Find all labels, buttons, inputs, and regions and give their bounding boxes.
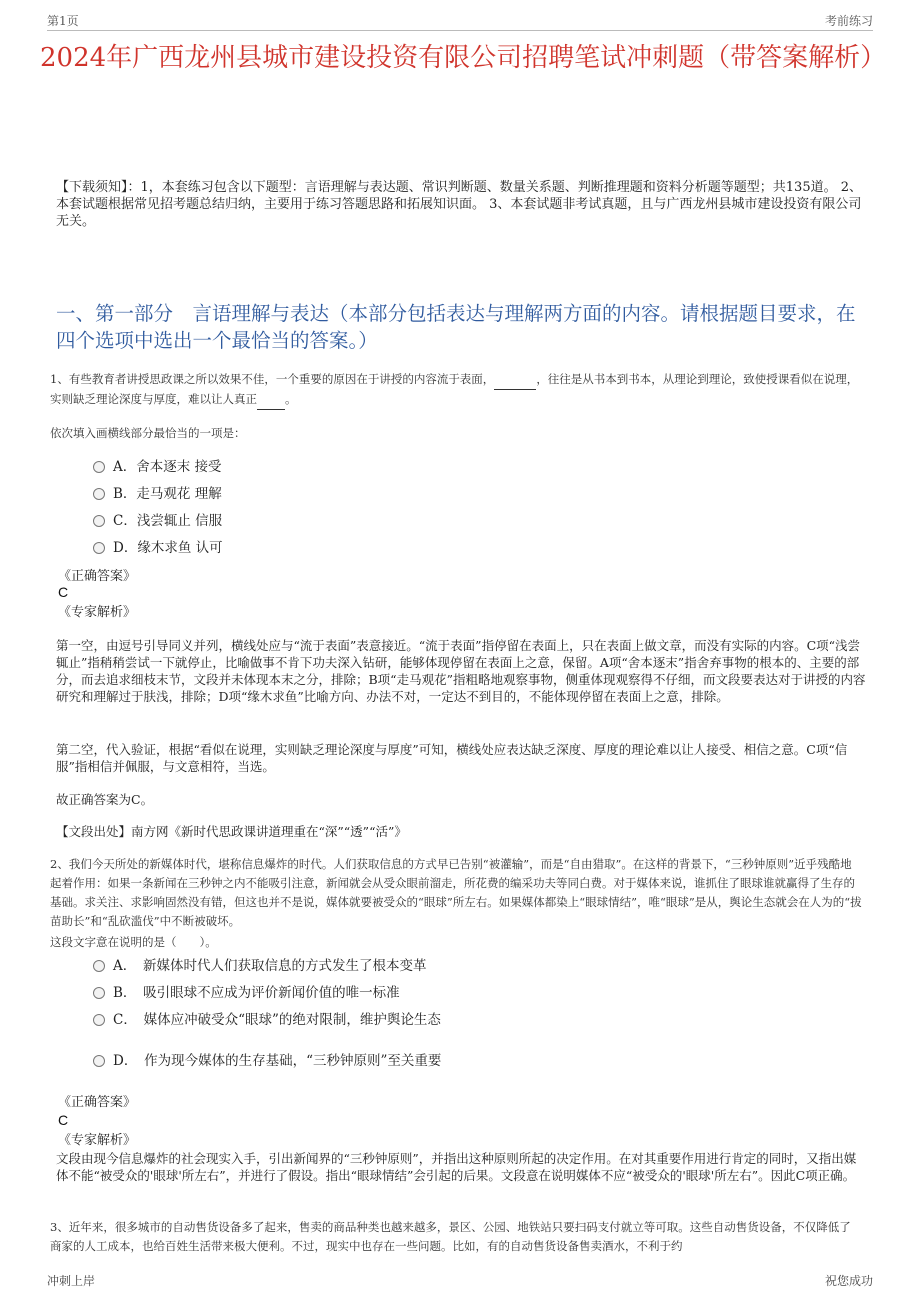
q2-option-d[interactable]: D． 作为现今媒体的生存基础，“三秒钟原则”至关重要 (93, 1052, 441, 1070)
download-notice: 【下载须知】：1，本套练习包含以下题型：言语理解与表达题、常识判断题、数量关系题、判断推理题和资料分析题等题型；共135道。 2、本套试题根据常见招考题总结归纳，主要用于练习答题思路和拓展知识面。 3、本套试题非考试真题，且与广西龙州县城市建设投资有限公司无关。 (56, 180, 862, 229)
q1-answer-label: 《正确答案》 (58, 569, 137, 584)
question-1-stem: 1、有些教育者讲授思政课之所以效果不佳，一个重要的原因在于讲授的内容流于表面， ，往往是从书本到书本，从理论到理论，致使授课看似在说理，实则缺乏理论深度与厚度，难以让人真正 。 (50, 370, 862, 410)
q1-source: 【文段出处】南方网《新时代思政课讲道理重在“深”“透”“活”》 (56, 824, 407, 839)
question-2-stem: 2、我们今天所处的新媒体时代，堪称信息爆炸的时代。人们获取信息的方式早已告别“被灌输”，而是“自由猎取”。在这样的背景下，“三秒钟原则”近乎残酷地起着作用：如果一条新闻在三秒钟之内不能吸引注意，新闻就会从受众眼前溜走，所花费的编采功夫等同白费。对于媒体来说，谁抓住了眼球谁就赢得了生存的基础。求关注、求影响固然没有错，但这也并不是说，媒体就要被受众的“眼球”所左右。如果媒体都染上“眼球情结”，唯“眼球”是从，舆论生态就会在人为的“拔苗助长”和“乱砍滥伐”中不断被破坏。 (50, 857, 862, 928)
question-2-prompt: 这段文字意在说明的是（ ）。 (50, 935, 217, 949)
q1-option-c[interactable]: C．浅尝辄止 信服 (93, 512, 222, 530)
q2-answer-label: 《正确答案》 (58, 1095, 137, 1110)
footer-left: 冲刺上岸 (47, 1274, 96, 1288)
q1-analysis-paragraph-2: 第二空，代入验证，根据“看似在说理，实则缺乏理论深度与厚度”可知，横线处应表达缺乏深度、厚度的理论难以让人接受、相信之意。C项“信服”指相信并佩服，与文意相符，当选。 (56, 742, 848, 774)
q2-analysis-label: 《专家解析》 (58, 1133, 137, 1148)
q1-option-a[interactable]: A．舍本逐末 接受 (93, 458, 222, 476)
q1-option-d[interactable]: D．缘木求鱼 认可 (93, 539, 223, 557)
radio-icon[interactable] (93, 542, 105, 554)
page-number: 第1页 (47, 14, 79, 28)
q1-analysis-paragraph-1: 第一空，由逗号引导同义并列，横线处应与“流于表面”表意接近。“流于表面”指停留在表面上，只在表面上做文章，而没有实际的内容。C项“浅尝辄止”指稍稍尝试一下就停止，比喻做事不肯下功夫深入钻研，能够体现停留在表面上之意，保留。A项“舍本逐末”指舍弃事物的根本的、主要的部分，而去追求细枝末节，文段并未体现本末之分，排除；B项“走马观花”指粗略地观察事物，侧重体现观察得不仔细，而文段要表达对于讲授的内容研究和理解过于肤浅，排除；D项“缘木求鱼”比喻方向、办法不对，一定达不到目的，不能体现停留在表面上之意，排除。 (56, 638, 866, 704)
radio-icon[interactable] (93, 960, 105, 972)
page-header (47, 10, 873, 31)
q2-option-a[interactable]: A． 新媒体时代人们获取信息的方式发生了根本变革 (93, 957, 427, 975)
q2-answer: C (58, 1112, 69, 1128)
document-title: 2024年广西龙州县城市建设投资有限公司招聘笔试冲刺题（带答案解析） (40, 43, 887, 73)
radio-icon[interactable] (93, 515, 105, 527)
footer-right: 祝您成功 (824, 1274, 873, 1288)
q1-analysis-conclusion: 故正确答案为C。 (56, 792, 154, 807)
q1-analysis-label: 《专家解析》 (58, 605, 137, 620)
blank-2 (257, 390, 285, 410)
q1-option-b[interactable]: B．走马观花 理解 (93, 485, 222, 503)
radio-icon[interactable] (93, 1014, 105, 1026)
question-1-prompt: 依次填入画横线部分最恰当的一项是： (50, 426, 246, 440)
radio-icon[interactable] (93, 488, 105, 500)
blank-1 (494, 370, 536, 390)
header-tag: 考前练习 (824, 14, 873, 28)
q1-answer: C (58, 584, 69, 600)
question-3-stem: 3、近年来，很多城市的自动售货设备多了起来，售卖的商品种类也越来越多，景区、公园、地铁站只要扫码支付就立等可取。这些自动售货设备，不仅降低了商家的人工成本，也给百姓生活带来极大便利。不过，现实中也存在一些问题。比如，有的自动售货设备售卖酒水，不利于约 (50, 1220, 851, 1253)
q2-analysis: 文段由现今信息爆炸的社会现实入手，引出新闻界的“三秒钟原则”，并指出这种原则所起的决定作用。在对其重要作用进行肯定的同时，又指出媒体不能“被受众的'眼球'所左右”，并进行了假设。指出“眼球情结”会引起的后果。文段意在说明媒体不应“被受众的'眼球'所左右”。因此C项正确。 (56, 1151, 857, 1183)
radio-icon[interactable] (93, 461, 105, 473)
q2-option-c[interactable]: C． 媒体应冲破受众“眼球”的绝对限制，维护舆论生态 (93, 1011, 441, 1029)
section-heading: 一、第一部分 言语理解与表达（本部分包括表达与理解两方面的内容。请根据题目要求，在四个选项中选出一个最恰当的答案。） (56, 302, 856, 352)
radio-icon[interactable] (93, 1055, 105, 1067)
radio-icon[interactable] (93, 987, 105, 999)
q2-option-b[interactable]: B． 吸引眼球不应成为评价新闻价值的唯一标准 (93, 984, 400, 1002)
